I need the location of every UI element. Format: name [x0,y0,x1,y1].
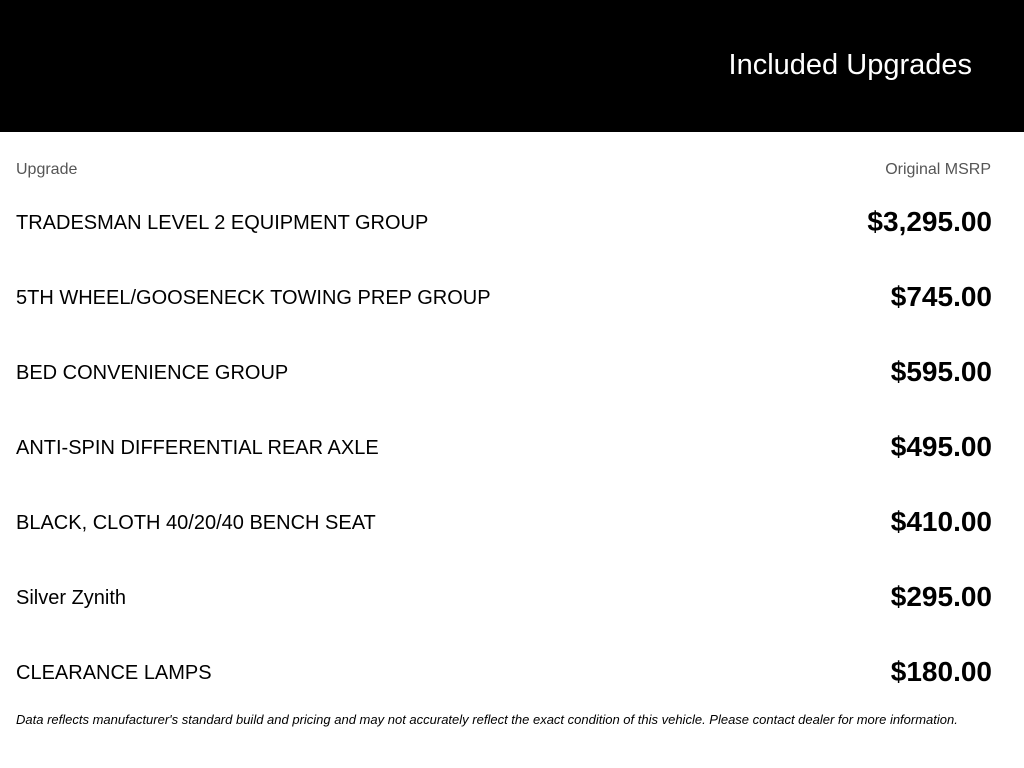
upgrade-list [0,197,1024,722]
upgrade-name: ANTI-SPIN DIFFERENTIAL REAR AXLE [16,437,379,459]
upgrade-price: $410.00 [890,506,992,537]
upgrade-name: CLEARANCE LAMPS [16,662,212,684]
upgrade-price: $3,295.00 [867,206,992,237]
upgrade-row [0,422,1024,497]
upgrade-row [0,572,1024,647]
disclaimer-text: Data reflects manufacturer's standard build and pricing and may not accurately reflect the exact condition of this vehicle. Please contact dealer for more information. [16,712,958,727]
upgrade-price: $745.00 [890,281,992,312]
upgrade-row [0,347,1024,422]
header-banner [0,0,1024,132]
upgrade-price: $295.00 [890,581,992,612]
upgrade-name: Silver Zynith [16,587,127,609]
upgrade-price: $180.00 [890,656,992,687]
upgrade-row [0,497,1024,572]
upgrade-name: BED CONVENIENCE GROUP [16,362,289,384]
upgrade-price: $495.00 [890,431,992,462]
upgrade-row [0,647,1024,722]
column-header-msrp: Original MSRP [885,161,991,178]
upgrade-price: $595.00 [890,356,992,387]
upgrade-name: TRADESMAN LEVEL 2 EQUIPMENT GROUP [16,212,429,234]
upgrade-row [0,272,1024,347]
page-title: Included Upgrades [728,49,972,81]
column-header-upgrade: Upgrade [16,161,78,178]
upgrade-row [0,197,1024,272]
upgrade-name: BLACK, CLOTH 40/20/40 BENCH SEAT [16,512,376,534]
upgrade-name: 5TH WHEEL/GOOSENECK TOWING PREP GROUP [16,287,491,309]
